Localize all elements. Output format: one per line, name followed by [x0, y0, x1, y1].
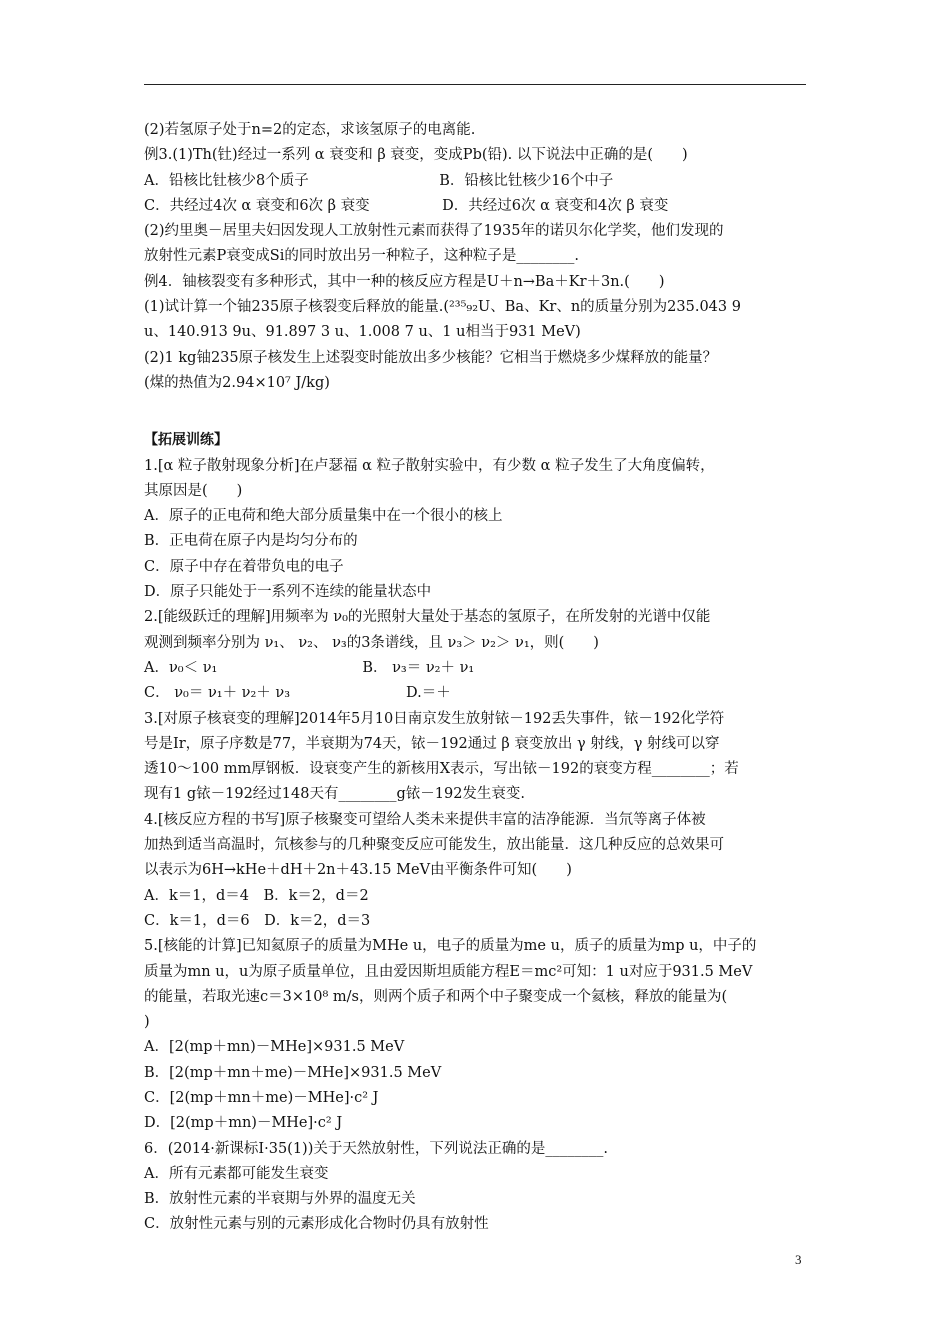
text-line: A．所有元素都可能发生衰变 — [144, 1165, 329, 1182]
text-line: 例4．铀核裂变有多种形式，其中一种的核反应方程是U＋n→Ba＋Kr＋3n.( ) — [144, 273, 665, 290]
text-line: 放射性元素P衰变成Si的同时放出另一种粒子，这种粒子是________. — [144, 248, 579, 265]
text-line: D．[2(mp＋mn)－MHe]·c² J — [144, 1115, 343, 1132]
section-title: 【拓展训练】 — [144, 432, 228, 449]
text-line: D．原子只能处于一系列不连续的能量状态中 — [144, 584, 432, 601]
text-line: u、140.913 9u、91.897 3 u、1.008 7 u、1 u相当于931 MeV) — [144, 324, 581, 341]
text-line: 例3.(1)Th(钍)经过一系列 α 衰变和 β 衰变，变成Pb(铅). 以下说法中正确的是( ) — [144, 147, 688, 164]
text-line: (1)试计算一个铀235原子核裂变后释放的能量.(²³⁵₉₂U、Ba、Kr、n的质量分别为235.043 9 — [144, 299, 741, 316]
header-rule — [144, 84, 806, 85]
text-line: C．共经过4次 α 衰变和6次 β 衰变 D．共经过6次 α 衰变和4次 β 衰变 — [144, 197, 669, 214]
text-line: C．放射性元素与别的元素形成化合物时仍具有放射性 — [144, 1216, 489, 1233]
text-line: (2)1 kg铀235原子核发生上述裂变时能放出多少核能？它相当于燃烧多少煤释放的能量？ — [144, 349, 718, 366]
text-line: 加热到适当高温时，氘核参与的几种聚变反应可能发生，放出能量．这几种反应的总效果可 — [144, 837, 724, 854]
text-line: B．正电荷在原子内是均匀分布的 — [144, 533, 358, 550]
text-line: 6．(2014·新课标Ⅰ·35(1))关于天然放射性，下列说法正确的是________. — [144, 1140, 608, 1157]
text-line: 现有1 g铱－192经过148天有________g铱－192发生衰变. — [144, 786, 526, 803]
text-line: 5.[核能的计算]已知氦原子的质量为MHe u，电子的质量为me u，质子的质量为mp u，中子的 — [144, 938, 757, 955]
text-line: (2)约里奥－居里夫妇因发现人工放射性元素而获得了1935年的诺贝尔化学奖，他们发现的 — [144, 223, 724, 240]
text-line: B．[2(mp＋mn＋me)－MHe]×931.5 MeV — [144, 1064, 442, 1081]
top-lines — [144, 118, 824, 396]
text-line: 2.[能级跃迁的理解]用频率为 ν₀的光照射大量处于基态的氢原子，在所发射的光谱中仅能 — [144, 609, 711, 626]
text-line: A．铅核比钍核少8个质子 B．铅核比钍核少16个中子 — [144, 172, 614, 189]
text-line: 观测到频率分别为 ν₁、 ν₂、 ν₃的3条谱线，且 ν₃＞ ν₂＞ ν₁，则( ) — [144, 634, 599, 651]
document-body — [144, 118, 824, 1238]
section-gap — [144, 396, 824, 428]
text-line: C．原子中存在着带负电的电子 — [144, 558, 344, 575]
text-line: 3.[对原子核衰变的理解]2014年5月10日南京发生放射铱－192丢失事件，铱－192化学符 — [144, 710, 725, 727]
text-line: 质量为mn u，u为原子质量单位，且由爱因斯坦质能方程E＝mc²可知：1 u对应于931.5 MeV — [144, 963, 753, 980]
text-line: A．k＝1，d＝4 B．k＝2，d＝2 — [144, 887, 369, 904]
text-line: (2)若氢原子处于n=2的定态，求该氢原子的电离能. — [144, 122, 476, 138]
text-line: C．[2(mp＋mn＋me)－MHe]·c² J — [144, 1089, 379, 1106]
text-line: 透10～100 mm厚钢板．设衰变产生的新核用X表示，写出铱－192的衰变方程________；若 — [144, 761, 739, 778]
text-line: 的能量，若取光速c＝3×10⁸ m/s，则两个质子和两个中子聚变成一个氦核，释放的能量为( — [144, 988, 728, 1005]
text-line: C． ν₀＝ ν₁＋ ν₂＋ ν₃ D.＝＋ — [144, 685, 451, 702]
text-line: B．放射性元素的半衰期与外界的温度无关 — [144, 1191, 416, 1208]
text-line: C．k＝1，d＝6 D．k＝2，d＝3 — [144, 912, 371, 929]
text-line: A．[2(mp＋mn)－MHe]×931.5 MeV — [144, 1039, 405, 1056]
text-line: 号是Ir，原子序数是77，半衰期为74天，铱－192通过 β 衰变放出 γ 射线，γ 射线可以穿 — [144, 735, 720, 752]
text-line: 以表示为6H→kHe＋dH＋2n＋43.15 MeV由平衡条件可知( ) — [144, 862, 572, 879]
page-number: 3 — [795, 1252, 802, 1267]
text-line: A．ν₀＜ ν₁ B． ν₃＝ ν₂＋ ν₁ — [144, 659, 475, 676]
text-line: 其原因是( ) — [144, 482, 243, 499]
text-line: A．原子的正电荷和绝大部分质量集中在一个很小的核上 — [144, 508, 503, 525]
text-line: (煤的热值为2.94×10⁷ J/kg) — [144, 374, 330, 391]
text-line: 1.[α 粒子散射现象分析]在卢瑟福 α 粒子散射实验中，有少数 α 粒子发生了大角度偏转， — [144, 457, 715, 474]
bottom-lines — [144, 454, 824, 1238]
text-line: ) — [144, 1014, 150, 1031]
text-line: 4.[核反应方程的书写]原子核聚变可望给人类未来提供丰富的洁净能源．当氘等离子体被 — [144, 811, 706, 828]
